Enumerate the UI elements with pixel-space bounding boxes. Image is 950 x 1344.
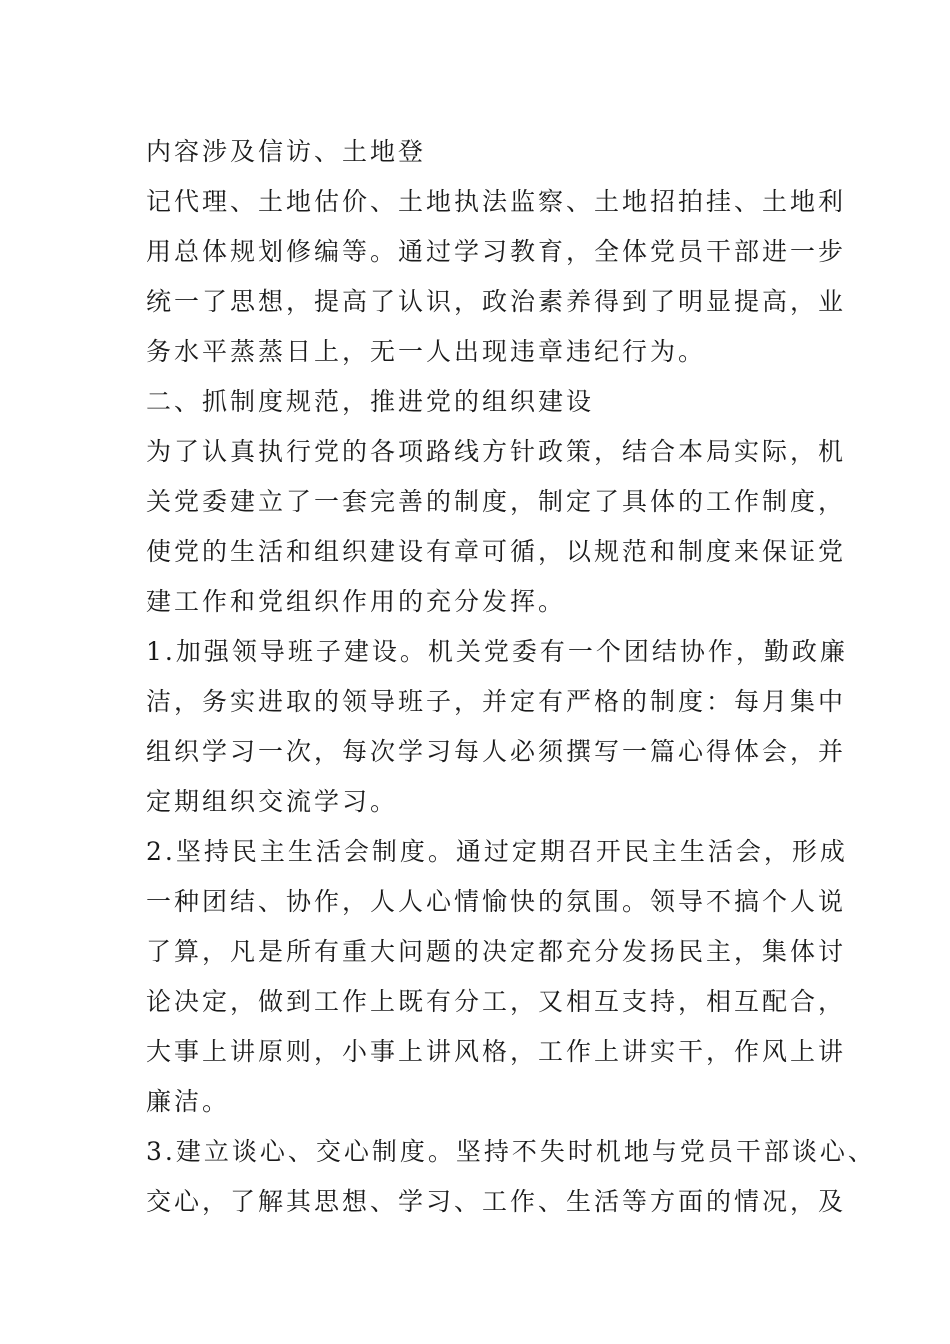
text-line: 论决定，做到工作上既有分工，又相互支持，相互配合，: [146, 987, 847, 1016]
text-line: 交心，了解其思想、学习、工作、生活等方面的情况，及: [146, 1187, 847, 1216]
text-line: 廉洁。: [146, 1087, 231, 1116]
text-line: 了算，凡是所有重大问题的决定都充分发扬民主，集体讨: [146, 937, 847, 966]
section-heading: 二、抓制度规范，推进党的组织建设: [146, 387, 595, 416]
text-line: 内容涉及信访、土地登: [146, 137, 427, 166]
text-line: 2.坚持民主生活会制度。通过定期召开民主生活会，形成: [146, 837, 848, 866]
text-line: 为了认真执行党的各项路线方针政策，结合本局实际，机: [146, 437, 847, 466]
text-line: 建工作和党组织作用的充分发挥。: [146, 587, 567, 616]
text-line: 使党的生活和组织建设有章可循，以规范和制度来保证党: [146, 537, 847, 566]
text-line: 定期组织交流学习。: [146, 787, 399, 816]
text-line: 3.建立谈心、交心制度。坚持不失时机地与党员干部谈心、: [146, 1137, 876, 1166]
text-line: 组织学习一次，每次学习每人必须撰写一篇心得体会，并: [146, 737, 847, 766]
text-line: 记代理、土地估价、土地执法监察、土地招拍挂、土地利: [146, 187, 847, 216]
text-line: 一种团结、协作，人人心情愉快的氛围。领导不搞个人说: [146, 887, 847, 916]
text-line: 大事上讲原则，小事上讲风格，工作上讲实干，作风上讲: [146, 1037, 847, 1066]
text-line: 用总体规划修编等。通过学习教育，全体党员干部进一步: [146, 237, 847, 266]
text-line: 关党委建立了一套完善的制度，制定了具体的工作制度，: [146, 487, 847, 516]
text-line: 务水平蒸蒸日上，无一人出现违章违纪行为。: [146, 337, 707, 366]
text-line: 统一了思想，提高了认识，政治素养得到了明显提高，业: [146, 287, 847, 316]
text-line: 洁，务实进取的领导班子，并定有严格的制度：每月集中: [146, 687, 847, 716]
text-line: 1.加强领导班子建设。机关党委有一个团结协作，勤政廉: [146, 637, 848, 666]
